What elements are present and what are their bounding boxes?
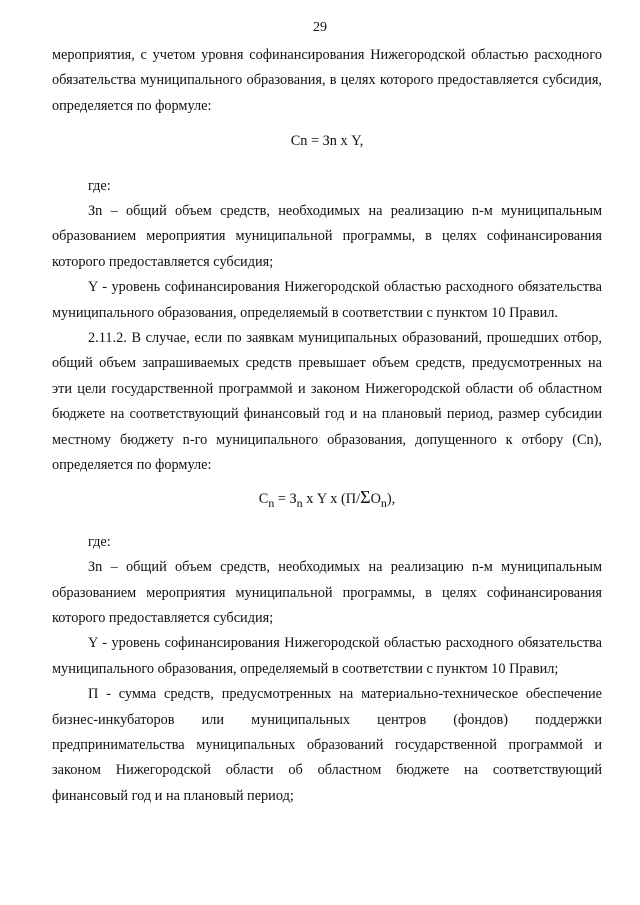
page-number: 29 bbox=[313, 20, 327, 35]
formula-symbol: ), bbox=[386, 490, 396, 507]
paragraph: мероприятия, с учетом уровня софинансирования Нижегородской областью расходного обязательства муниципального образования, в целях которого предоставляется субсидия, определяется по формуле: bbox=[52, 47, 602, 114]
where-label: где: bbox=[88, 177, 111, 194]
paragraph: Y - уровень софинансирования Нижегородской областью расходного обязательства муниципального образования, определяемый в соответствии с пунктом 10 Правил. bbox=[52, 279, 602, 321]
formula-2 bbox=[52, 487, 602, 516]
formula-subscript: n bbox=[380, 495, 387, 510]
formula-subscript: n bbox=[268, 495, 275, 510]
formula-symbol: С bbox=[258, 490, 269, 507]
formula-symbol: O bbox=[370, 490, 381, 507]
sigma-symbol: Σ bbox=[360, 486, 371, 507]
where-label: где: bbox=[88, 533, 111, 550]
paragraph: 2.11.2. В случае, если по заявкам муниципальных образований, прошедших отбор, общий объем запрашиваемых средств превышает объем средств, предусмотренных на эти цели государственной программой и законом Нижегородской области об областном бюджете на соответствующий финансовый год и на плановый период, размер субсидии местному бюджету n-го муниципального образования, допущенного к отбору (Сn), определяется по формуле: bbox=[52, 330, 602, 474]
paragraph: Y - уровень софинансирования Нижегородской областью расходного обязательства муниципального образования, определяемый в соответствии с пунктом 10 Правил; bbox=[52, 635, 602, 677]
formula-symbol: х Y х (П/ bbox=[302, 490, 361, 507]
paragraph: П - сумма средств, предусмотренных на материально-техническое обеспечение бизнес-инкубаторов или муниципальных центров (фондов) поддержки предпринимательства муниципальных образований государственной программой и законом Нижегородской области об областном бюджете на соответствующий финансовый год и на плановый период; bbox=[52, 686, 602, 804]
paragraph: Зn – общий объем средств, необходимых на реализацию n-м муниципальным образованием мероприятия муниципальной программы, в целях софинансирования которого предоставляется субсидия; bbox=[52, 559, 602, 626]
formula-1: Сn = Зn х Y, bbox=[290, 133, 364, 150]
formula-symbol: = З bbox=[274, 490, 297, 507]
document-body bbox=[52, 43, 602, 809]
paragraph: Зn – общий объем средств, необходимых на реализацию n-м муниципальным образованием мероприятия муниципальной программы, в целях софинансирования которого предоставляется субсидия; bbox=[52, 203, 602, 270]
formula-subscript: n bbox=[296, 495, 303, 510]
